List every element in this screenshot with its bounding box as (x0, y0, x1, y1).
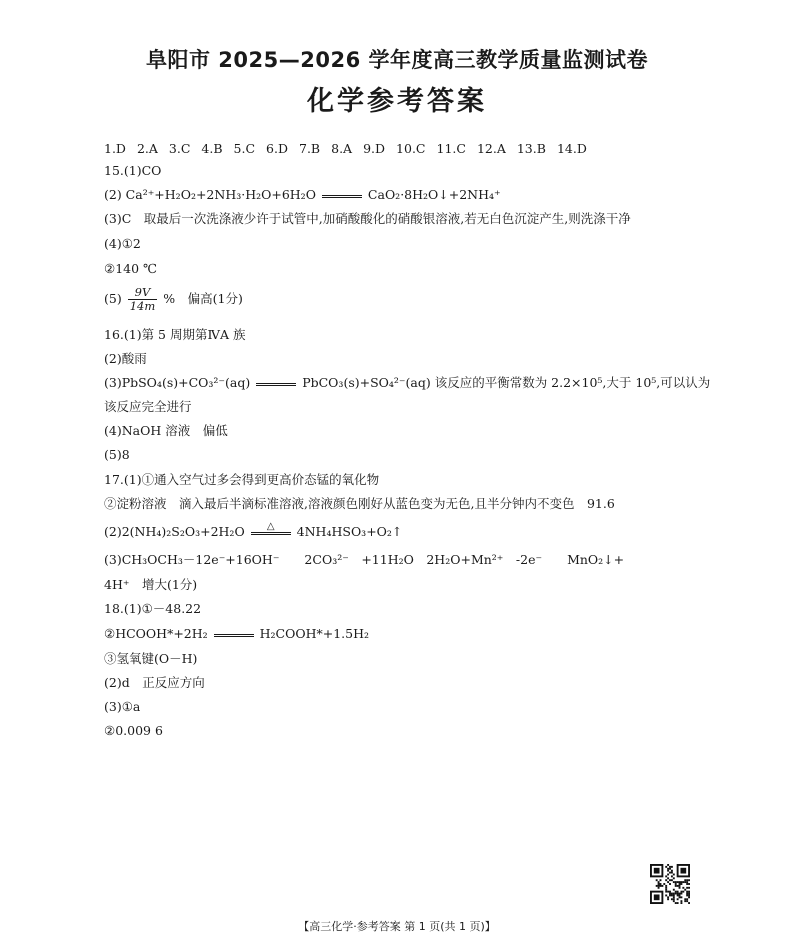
mc-answer: 3.C (168, 141, 191, 156)
q17-part2-left: (2)2(NH₄)₂S₂O₃+2H₂O (104, 524, 245, 539)
multiple-choice-answers (104, 140, 598, 158)
mc-answer: 13.B (516, 141, 546, 156)
q15-part1: 15.(1)CO (104, 163, 162, 178)
q15-part4b: ②140 ℃ (104, 261, 158, 276)
q18-part3b: ②0.009 6 (104, 723, 163, 738)
q17-part1b: ②淀粉溶液 滴入最后半滴标准溶液,溶液颜色刚好从蓝色变为无色,且半分钟内不变色 91.6 (104, 496, 615, 511)
q18-part1a: 18.(1)①－48.22 (104, 601, 202, 616)
q16-part2: (2)酸雨 (104, 351, 147, 366)
q16-part1: 16.(1)第 5 周期第ⅣA 族 (104, 327, 246, 342)
heat-condition: △ (266, 521, 275, 532)
mc-answer: 8.A (331, 141, 353, 156)
q17-part2 (104, 523, 402, 541)
q15-part5-prefix: (5) (104, 291, 122, 306)
q18-part1b-left: ②HCOOH*+2H₂ (104, 626, 208, 641)
mc-answer: 14.D (556, 141, 587, 156)
q17-part3-continued: 4H⁺ 增大(1分) (104, 577, 198, 592)
q18-part2: (2)d 正反应方向 (104, 675, 205, 690)
mc-answer: 12.A (476, 141, 506, 156)
mc-answer: 10.C (396, 141, 426, 156)
q15-part5-suffix: % 偏高(1分) (163, 291, 243, 306)
mc-answer: 9.D (363, 141, 386, 156)
q16-part3 (104, 374, 710, 392)
q15-part2 (104, 186, 501, 204)
mc-answer: 4.B (201, 141, 223, 156)
q15-part2-reactants: (2) Ca²⁺+H₂O₂+2NH₃·H₂O+6H₂O (104, 187, 316, 202)
fraction (128, 286, 158, 313)
mc-answer: 2.A (136, 141, 158, 156)
q15-part2-products: CaO₂·8H₂O↓+2NH₄⁺ (367, 187, 501, 202)
q16-part4: (4)NaOH 溶液 偏低 (104, 423, 228, 438)
mc-answer: 7.B (299, 141, 321, 156)
q16-part3-continued: 该反应完全进行 (104, 399, 192, 414)
q15-part5 (104, 286, 243, 313)
q15-part4a: (4)①2 (104, 236, 141, 251)
equals-sign (256, 381, 296, 386)
q16-part3-left: (3)PbSO₄(s)+CO₃²⁻(aq) (104, 375, 251, 390)
q17-part3: (3)CH₃OCH₃－12e⁻+16OH⁻ 2CO₃²⁻ +11H₂O 2H₂O+Mn²⁺ -2e⁻ MnO₂↓+ (104, 552, 625, 567)
equals-sign (322, 193, 362, 198)
qr-code-icon (650, 864, 690, 904)
page-footer: 【高三化学·参考答案 第 1 页(共 1 页)】 (298, 920, 496, 933)
mc-answer: 6.D (266, 141, 288, 156)
document-subtitle: 化学参考答案 (307, 86, 487, 117)
document-title: 阜阳市 2025—2026 学年度高三教学质量监测试卷 (145, 48, 648, 72)
heating-equals-sign (251, 521, 291, 535)
mc-answer: 1.D (104, 141, 126, 156)
equals-sign (214, 632, 254, 637)
q18-part3a: (3)①a (104, 699, 141, 714)
q17-part2-right: 4NH₄HSO₃+O₂↑ (296, 524, 403, 539)
q16-part3-right: PbCO₃(s)+SO₄²⁻(aq) 该反应的平衡常数为 2.2×10⁵,大于 10⁵,可以认为 (302, 375, 711, 390)
q18-part1c: ③氢氧键(O－H) (104, 651, 198, 666)
q18-part1b (104, 625, 369, 643)
q18-part1b-right: H₂COOH*+1.5H₂ (259, 626, 370, 641)
q16-part5: (5)8 (104, 447, 130, 462)
mc-answer: 11.C (436, 141, 466, 156)
q15-part3: (3)C 取最后一次洗涤液少许于试管中,加硝酸酸化的硝酸银溶液,若无白色沉淀产生,则洗涤干净 (104, 211, 631, 226)
fraction-denominator: 14m (129, 299, 156, 313)
mc-answer: 5.C (233, 141, 256, 156)
fraction-numerator: 9V (128, 286, 158, 300)
q17-part1a: 17.(1)①通入空气过多会得到更高价态锰的氧化物 (104, 472, 380, 487)
